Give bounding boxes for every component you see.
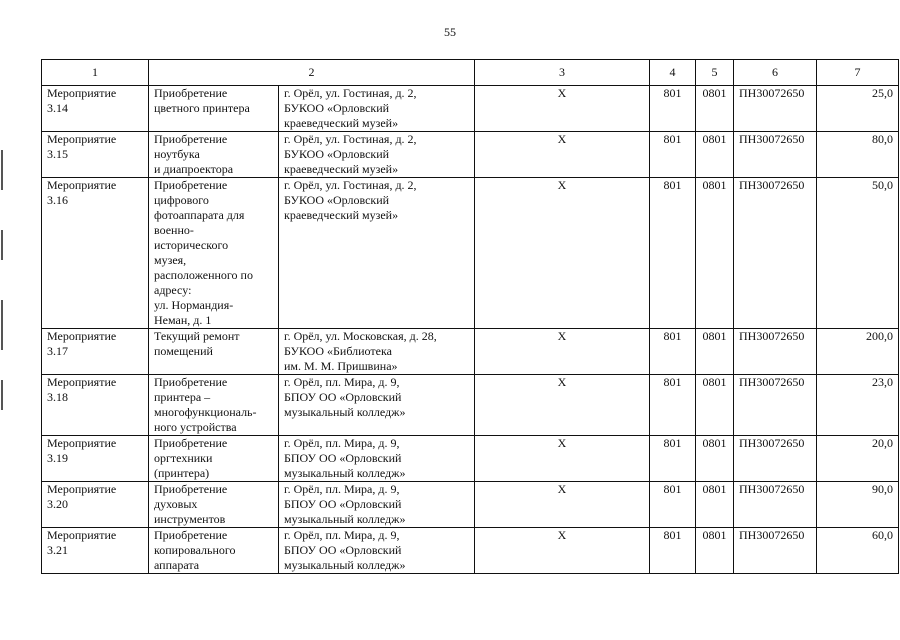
table-row xyxy=(42,482,899,528)
amount-cell: 200,0 xyxy=(817,329,899,375)
col3-cell: X xyxy=(475,329,650,375)
item-cell: Текущий ремонт помещений xyxy=(149,329,279,375)
col4-cell: 801 xyxy=(650,528,696,574)
table-row xyxy=(42,375,899,436)
col4-cell: 801 xyxy=(650,329,696,375)
amount-cell: 20,0 xyxy=(817,436,899,482)
col4-cell: 801 xyxy=(650,178,696,329)
col5-cell: 0801 xyxy=(696,482,734,528)
column-header-1: 1 xyxy=(42,60,149,86)
location-cell: г. Орёл, ул. Гостиная, д. 2, БУКОО «Орловский краеведческий музей» xyxy=(279,132,475,178)
location-cell: г. Орёл, пл. Мира, д. 9, БПОУ ОО «Орловский музыкальный колледж» xyxy=(279,436,475,482)
location-cell: г. Орёл, пл. Мира, д. 9, БПОУ ОО «Орловский музыкальный колледж» xyxy=(279,482,475,528)
col4-cell: 801 xyxy=(650,436,696,482)
amount-cell: 50,0 xyxy=(817,178,899,329)
col5-cell: 0801 xyxy=(696,178,734,329)
scan-artifact-mark xyxy=(1,380,3,410)
amount-cell: 90,0 xyxy=(817,482,899,528)
code-cell: ПН30072650 xyxy=(734,436,817,482)
table-row xyxy=(42,86,899,132)
code-cell: ПН30072650 xyxy=(734,132,817,178)
event-cell: Мероприятие 3.17 xyxy=(42,329,149,375)
event-cell: Мероприятие 3.14 xyxy=(42,86,149,132)
col4-cell: 801 xyxy=(650,132,696,178)
scan-artifact-mark xyxy=(1,300,3,350)
item-cell: Приобретение ноутбука и диапроектора xyxy=(149,132,279,178)
column-header-5: 5 xyxy=(696,60,734,86)
item-cell: Приобретение принтера – многофункциональ- ного устройства xyxy=(149,375,279,436)
amount-cell: 25,0 xyxy=(817,86,899,132)
event-cell: Мероприятие 3.18 xyxy=(42,375,149,436)
col4-cell: 801 xyxy=(650,86,696,132)
item-cell: Приобретение цифрового фотоаппарата для военно- исторического музея, расположенного по адресу: ул. Нормандия- Неман, д. 1 xyxy=(149,178,279,329)
table-header-row xyxy=(42,60,899,86)
code-cell: ПН30072650 xyxy=(734,329,817,375)
col3-cell: X xyxy=(475,86,650,132)
col5-cell: 0801 xyxy=(696,375,734,436)
table-row xyxy=(42,329,899,375)
col5-cell: 0801 xyxy=(696,436,734,482)
amount-cell: 60,0 xyxy=(817,528,899,574)
column-header-2: 2 xyxy=(149,60,475,86)
event-cell: Мероприятие 3.16 xyxy=(42,178,149,329)
event-cell: Мероприятие 3.19 xyxy=(42,436,149,482)
column-header-7: 7 xyxy=(817,60,899,86)
item-cell: Приобретение копировального аппарата xyxy=(149,528,279,574)
item-cell: Приобретение духовых инструментов xyxy=(149,482,279,528)
location-cell: г. Орёл, пл. Мира, д. 9, БПОУ ОО «Орловский музыкальный колледж» xyxy=(279,528,475,574)
col5-cell: 0801 xyxy=(696,86,734,132)
amount-cell: 80,0 xyxy=(817,132,899,178)
location-cell: г. Орёл, пл. Мира, д. 9, БПОУ ОО «Орловский музыкальный колледж» xyxy=(279,375,475,436)
col3-cell: X xyxy=(475,178,650,329)
col3-cell: X xyxy=(475,482,650,528)
event-cell: Мероприятие 3.21 xyxy=(42,528,149,574)
event-cell: Мероприятие 3.20 xyxy=(42,482,149,528)
col3-cell: X xyxy=(475,436,650,482)
location-cell: г. Орёл, ул. Московская, д. 28, БУКОО «Библиотека им. М. М. Пришвина» xyxy=(279,329,475,375)
location-cell: г. Орёл, ул. Гостиная, д. 2, БУКОО «Орловский краеведческий музей» xyxy=(279,178,475,329)
code-cell: ПН30072650 xyxy=(734,528,817,574)
location-cell: г. Орёл, ул. Гостиная, д. 2, БУКОО «Орловский краеведческий музей» xyxy=(279,86,475,132)
col3-cell: X xyxy=(475,528,650,574)
col5-cell: 0801 xyxy=(696,132,734,178)
col5-cell: 0801 xyxy=(696,329,734,375)
scan-artifact-mark xyxy=(1,150,3,190)
item-cell: Приобретение оргтехники (принтера) xyxy=(149,436,279,482)
code-cell: ПН30072650 xyxy=(734,86,817,132)
column-header-6: 6 xyxy=(734,60,817,86)
table-row xyxy=(42,436,899,482)
col4-cell: 801 xyxy=(650,375,696,436)
code-cell: ПН30072650 xyxy=(734,482,817,528)
column-header-3: 3 xyxy=(475,60,650,86)
table-row xyxy=(42,528,899,574)
item-cell: Приобретение цветного принтера xyxy=(149,86,279,132)
code-cell: ПН30072650 xyxy=(734,178,817,329)
column-header-4: 4 xyxy=(650,60,696,86)
page-number: 55 xyxy=(444,25,456,39)
code-cell: ПН30072650 xyxy=(734,375,817,436)
col5-cell: 0801 xyxy=(696,528,734,574)
table-row xyxy=(42,178,899,329)
scan-artifact-mark xyxy=(1,230,3,260)
document-table xyxy=(41,59,899,574)
amount-cell: 23,0 xyxy=(817,375,899,436)
table-row xyxy=(42,132,899,178)
event-cell: Мероприятие 3.15 xyxy=(42,132,149,178)
col3-cell: X xyxy=(475,132,650,178)
col4-cell: 801 xyxy=(650,482,696,528)
col3-cell: X xyxy=(475,375,650,436)
